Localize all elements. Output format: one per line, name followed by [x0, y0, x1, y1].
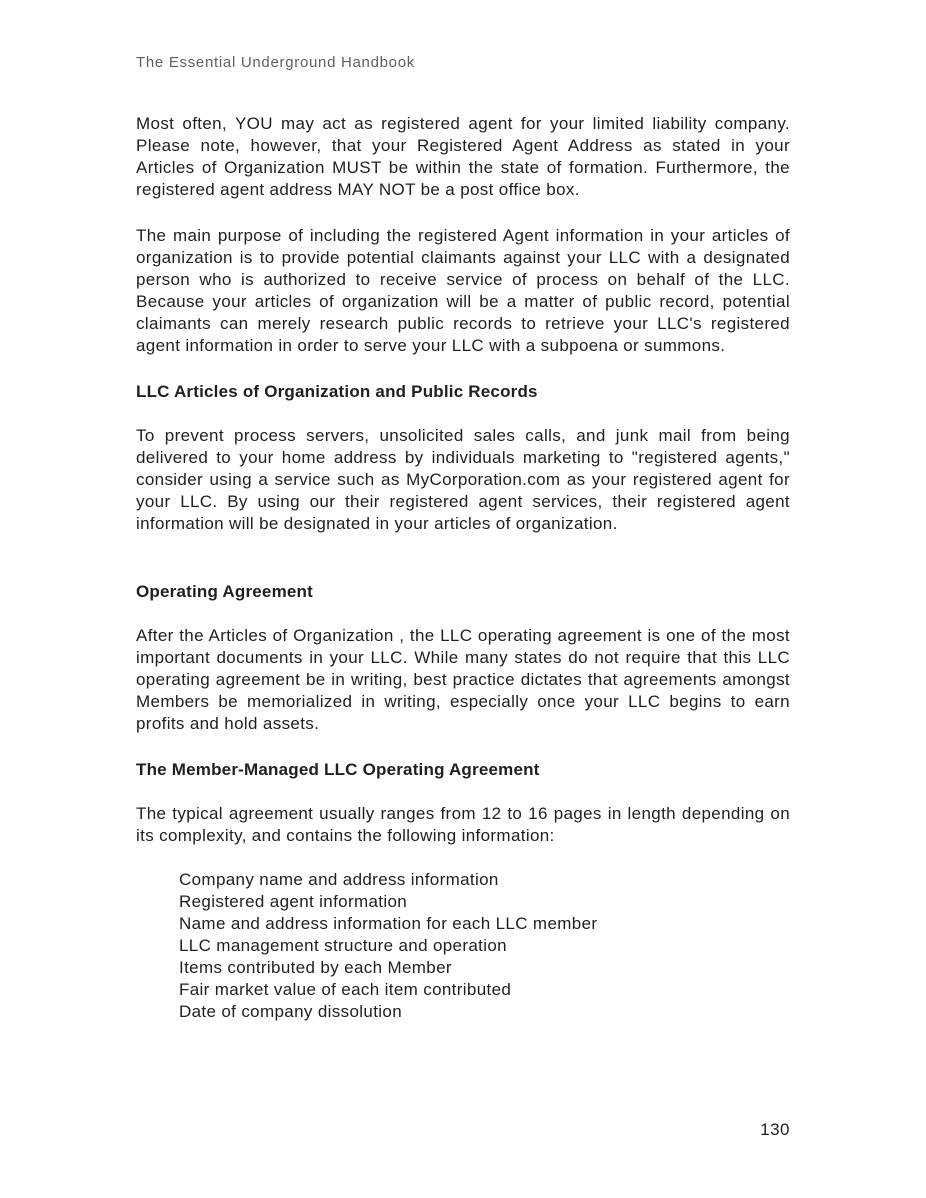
paragraph-typical-agreement: The typical agreement usually ranges from 12 to 16 pages in length depending on its complexity, and contains the following information:	[136, 804, 790, 845]
heading-member-managed: The Member-Managed LLC Operating Agreement	[136, 760, 540, 779]
agreement-contents-list	[136, 869, 790, 1023]
list-item: Date of company dissolution	[179, 1002, 403, 1021]
running-header: The Essential Underground Handbook	[136, 54, 415, 71]
paragraph-prevent-process: To prevent process servers, unsolicited sales calls, and junk mail from being delivered to your home address by individuals marketing to "registered agents," consider using a service such as MyCorporation.com as your registered agent for your LLC. By using our their registered agent services, their registered agent information will be designated in your articles of organization.	[136, 426, 790, 533]
list-item: Registered agent information	[179, 892, 408, 911]
page-number: 130	[760, 1120, 790, 1139]
paragraph-main-purpose: The main purpose of including the registered Agent information in your articles of organization is to provide potential claimants against your LLC with a designated person who is authorized to receive service of process on behalf of the LLC. Because your articles of organization will be a matter of public record, potential claimants can merely research public records to retrieve your LLC's registered agent information in order to serve your LLC with a subpoena or summons.	[136, 226, 790, 355]
list-item: Items contributed by each Member	[179, 958, 452, 977]
list-item: Company name and address information	[179, 870, 499, 889]
heading-public-records: LLC Articles of Organization and Public Records	[136, 382, 538, 401]
list-item: Fair market value of each item contributed	[179, 980, 512, 999]
list-item: Name and address information for each LLC member	[179, 914, 598, 933]
paragraph-after-articles: After the Articles of Organization , the LLC operating agreement is one of the most important documents in your LLC. While many states do not require that this LLC operating agreement be in writing, best practice dictates that agreements amongst Members be memorialized in writing, especially once your LLC begins to earn profits and hold assets.	[136, 626, 790, 733]
list-item: LLC management structure and operation	[179, 936, 507, 955]
paragraph-registered-agent: Most often, YOU may act as registered agent for your limited liability company. Please note, however, that your Registered Agent Address as stated in your Articles of Organization MUST be within the state of formation. Furthermore, the registered agent address MAY NOT be a post office box.	[136, 114, 790, 199]
heading-operating-agreement: Operating Agreement	[136, 582, 313, 601]
